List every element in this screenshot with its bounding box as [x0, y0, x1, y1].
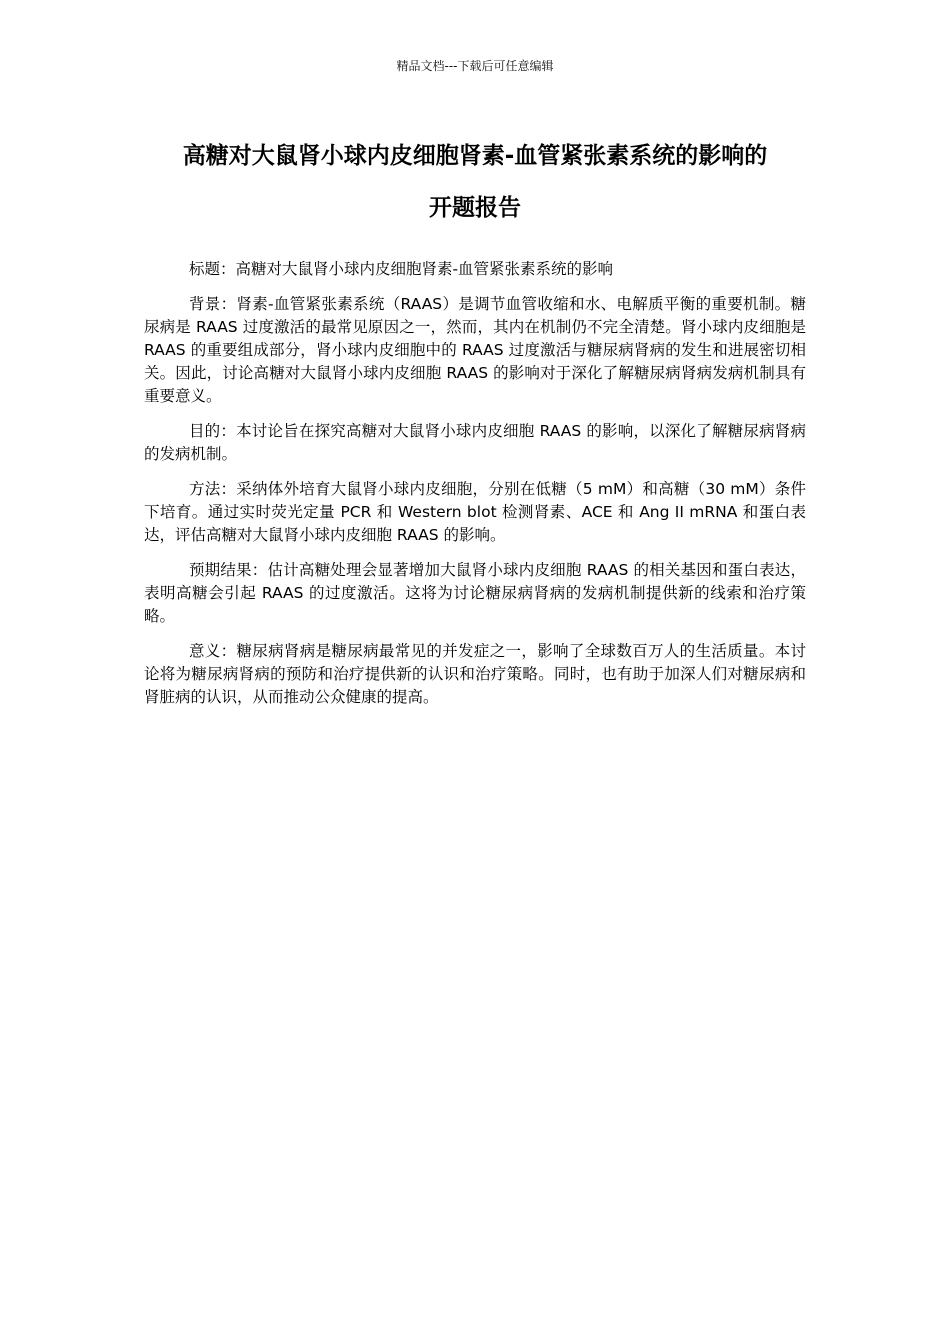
paragraph-text: 采纳体外培育大鼠肾小球内皮细胞，分别在低糖（5 mM）和高糖（30 mM）条件下培育。通过实时荧光定量 PCR 和 Western blot 检测肾素、ACE 和 Ang II mRNA 和蛋白表达，评估高糖对大鼠肾小球内皮细胞 RAAS 的影响。: [144, 480, 806, 544]
paragraph-background: [144, 293, 806, 408]
header-note: 精品文档---下载后可任意编辑: [396, 59, 554, 73]
paragraph-text: 糖尿病肾病是糖尿病最常见的并发症之一，影响了全球数百万人的生活质量。本讨论将为糖尿病肾病的预防和治疗提供新的认识和治疗策略。同时，也有助于加深人们对糖尿病和肾脏病的认识，从而推动公众健康的提高。: [144, 642, 806, 706]
paragraph-label: 背景：: [188, 295, 237, 313]
paragraph-text: 估计高糖处理会显著增加大鼠肾小球内皮细胞 RAAS 的相关基因和蛋白表达，表明高糖会引起 RAAS 的过度激活。这将为讨论糖尿病肾病的发病机制提供新的线索和治疗策略。: [144, 561, 806, 625]
paragraph-text: 本讨论旨在探究高糖对大鼠肾小球内皮细胞 RAAS 的影响，以深化了解糖尿病肾病的发病机制。: [144, 422, 806, 463]
paragraph-expected-results: [144, 559, 806, 628]
paragraph-significance: [144, 640, 806, 709]
document-body: [144, 258, 806, 721]
title-line-1: 高糖对大鼠肾小球内皮细胞肾素-血管紧张素系统的影响的: [182, 143, 768, 169]
paragraph-label: 目的：: [188, 422, 237, 440]
paragraph-methods: [144, 478, 806, 547]
paragraph-objective: [144, 420, 806, 466]
paragraph-text: 肾素-血管紧张素系统（RAAS）是调节血管收缩和水、电解质平衡的重要机制。糖尿病是 RAAS 过度激活的最常见原因之一，然而，其内在机制仍不完全清楚。肾小球内皮细胞是 RAAS 的重要组成部分，肾小球内皮细胞中的 RAAS 过度激活与糖尿病肾病的发生和进展密切相关。因此，讨论高糖对大鼠肾小球内皮细胞 RAAS 的影响对于深化了解糖尿病肾病发病机制具有重要意义。: [144, 295, 806, 405]
paragraph-label: 意义：: [188, 642, 237, 660]
paragraph-title: [144, 258, 806, 281]
document-title: [120, 130, 830, 234]
paragraph-text: 高糖对大鼠肾小球内皮细胞肾素-血管紧张素系统的影响: [235, 260, 614, 278]
paragraph-label: 预期结果：: [188, 561, 268, 579]
paragraph-label: 标题：: [188, 260, 236, 278]
title-line-2: 开题报告: [429, 195, 521, 221]
paragraph-label: 方法：: [188, 480, 237, 498]
